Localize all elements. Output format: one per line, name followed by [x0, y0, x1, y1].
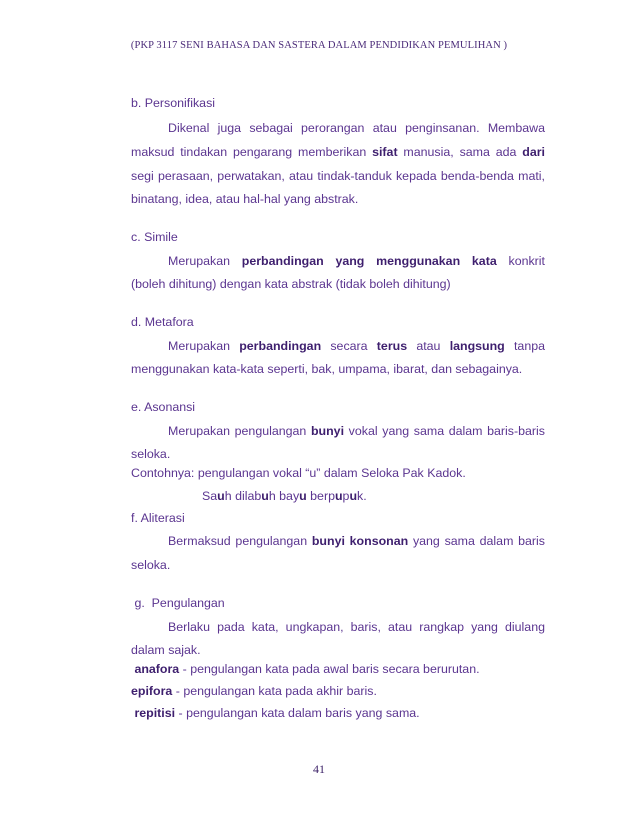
- text-run: Sa: [202, 489, 218, 503]
- paragraph-line: (boleh dihitung) dengan kata abstrak (tidak boleh dihitung): [131, 277, 451, 291]
- bold-term: anafora: [131, 662, 180, 676]
- paragraph-line: segi perasaan, perwatakan, atau tindak-tanduk kepada benda-benda mati,: [131, 169, 545, 183]
- paragraph-line: [168, 534, 545, 548]
- paragraph-line: seloka.: [131, 447, 171, 461]
- paragraph-line: [168, 424, 545, 438]
- section-heading-simile: c. Simile: [131, 230, 178, 244]
- page-header: (PKP 3117 SENI BAHASA DAN SASTERA DALAM PENDIDIKAN PEMULIHAN ): [130, 40, 508, 51]
- paragraph-line: [131, 145, 545, 159]
- text-run: Bermaksud pengulangan: [168, 534, 312, 548]
- definition-anafora: [131, 662, 545, 676]
- page-number: 41: [313, 762, 325, 776]
- bold-vowel: u: [217, 489, 225, 503]
- text-run: tanpa: [504, 339, 545, 353]
- text-run: vokal yang sama dalam baris-baris: [344, 424, 545, 438]
- paragraph-line: menggunakan kata-kata seperti, bak, umpama, ibarat, dan sebagainya.: [131, 362, 523, 376]
- section-heading-asonansi: e. Asonansi: [131, 400, 196, 414]
- text-run: - pengulangan kata pada awal baris secara berurutan.: [179, 662, 480, 676]
- bold-term: repitisi: [131, 706, 176, 720]
- paragraph-line: Contohnya: pengulangan vokal “u” dalam Seloka Pak Kadok.: [131, 466, 466, 480]
- paragraph-line: binatang, idea, atau hal-hal yang abstrak.: [131, 192, 359, 206]
- paragraph-line: seloka.: [131, 558, 171, 572]
- bold-vowel: u: [299, 489, 307, 503]
- bold-term: dari: [522, 145, 545, 159]
- example-line: [202, 489, 545, 503]
- bold-vowel: u: [334, 489, 343, 503]
- text-run: - pengulangan kata dalam baris yang sama.: [175, 706, 420, 720]
- paragraph-line: [168, 339, 545, 353]
- bold-vowel: u: [349, 489, 358, 503]
- definition-epifora: [131, 684, 545, 698]
- paragraph-line: [168, 254, 545, 268]
- text-run: konkrit: [496, 254, 545, 268]
- text-run: manusia, sama ada: [397, 145, 523, 159]
- bold-term: sifat: [372, 145, 398, 159]
- section-heading-aliterasi: f. Aliterasi: [131, 511, 185, 525]
- text-run: yang sama dalam baris: [408, 534, 546, 548]
- text-run: h bay: [268, 489, 300, 503]
- text-run: Merupakan: [168, 254, 242, 268]
- section-heading-metafora: d. Metafora: [131, 315, 194, 329]
- text-run: maksud tindakan pengarang memberikan: [131, 145, 373, 159]
- bold-term: bunyi konsonan: [311, 534, 409, 548]
- paragraph-line: dalam sajak.: [131, 643, 201, 657]
- text-run: k.: [357, 489, 367, 503]
- text-run: h dilab: [224, 489, 262, 503]
- text-run: secara: [321, 339, 377, 353]
- text-run: p: [342, 489, 350, 503]
- text-run: Merupakan pengulangan: [168, 424, 311, 438]
- bold-term: terus: [376, 339, 408, 353]
- bold-term: bunyi: [310, 424, 345, 438]
- section-heading-pengulangan: g. Pengulangan: [131, 596, 225, 610]
- bold-term: langsung: [449, 339, 505, 353]
- text-run: atau: [407, 339, 450, 353]
- text-run: berp: [306, 489, 335, 503]
- bold-vowel: u: [261, 489, 269, 503]
- bold-term: perbandingan yang menggunakan kata: [241, 254, 497, 268]
- paragraph-line: Dikenal juga sebagai perorangan atau penginsanan. Membawa: [168, 121, 545, 135]
- text-run: Merupakan: [168, 339, 240, 353]
- definition-repitisi: [131, 706, 545, 720]
- paragraph-line: Berlaku pada kata, ungkapan, baris, atau rangkap yang diulang: [168, 620, 545, 634]
- bold-term: perbandingan: [239, 339, 322, 353]
- text-run: - pengulangan kata pada akhir baris.: [172, 684, 377, 698]
- bold-term: epifora: [131, 684, 173, 698]
- section-heading-personifikasi: b. Personifikasi: [131, 96, 216, 110]
